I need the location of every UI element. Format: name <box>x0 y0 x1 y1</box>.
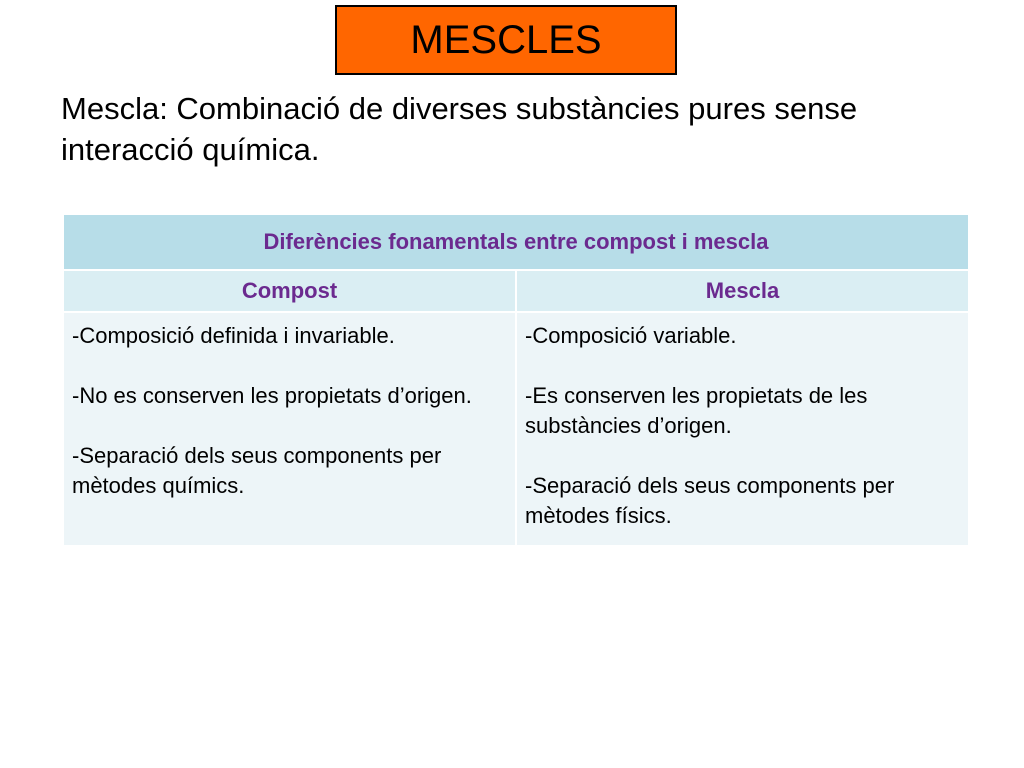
mescla-point: -Separació dels seus components per mètodes físics. <box>525 473 895 528</box>
compost-point: -Separació dels seus components per mètodes químics. <box>72 443 442 498</box>
mescla-cell <box>516 312 968 545</box>
compost-point: -Composició definida i invariable. <box>72 323 395 348</box>
slide-title: MESCLES <box>335 5 677 75</box>
compost-cell <box>64 312 516 545</box>
table-row <box>64 312 968 545</box>
definition-text: Mescla: Combinació de diverses substàncies pures sense interacció química. <box>61 91 858 167</box>
comparison-table <box>64 215 968 545</box>
table-header: Diferències fonamentals entre compost i mescla <box>64 215 968 270</box>
column-header-compost: Compost <box>64 270 516 312</box>
column-header-mescla: Mescla <box>516 270 968 312</box>
mescla-point: -Composició variable. <box>525 323 737 348</box>
table-column-headers <box>64 270 968 312</box>
compost-point: -No es conserven les propietats d’origen. <box>72 383 472 408</box>
mescla-point: -Es conserven les propietats de les substàncies d’origen. <box>525 383 868 438</box>
table-header-row <box>64 215 968 270</box>
